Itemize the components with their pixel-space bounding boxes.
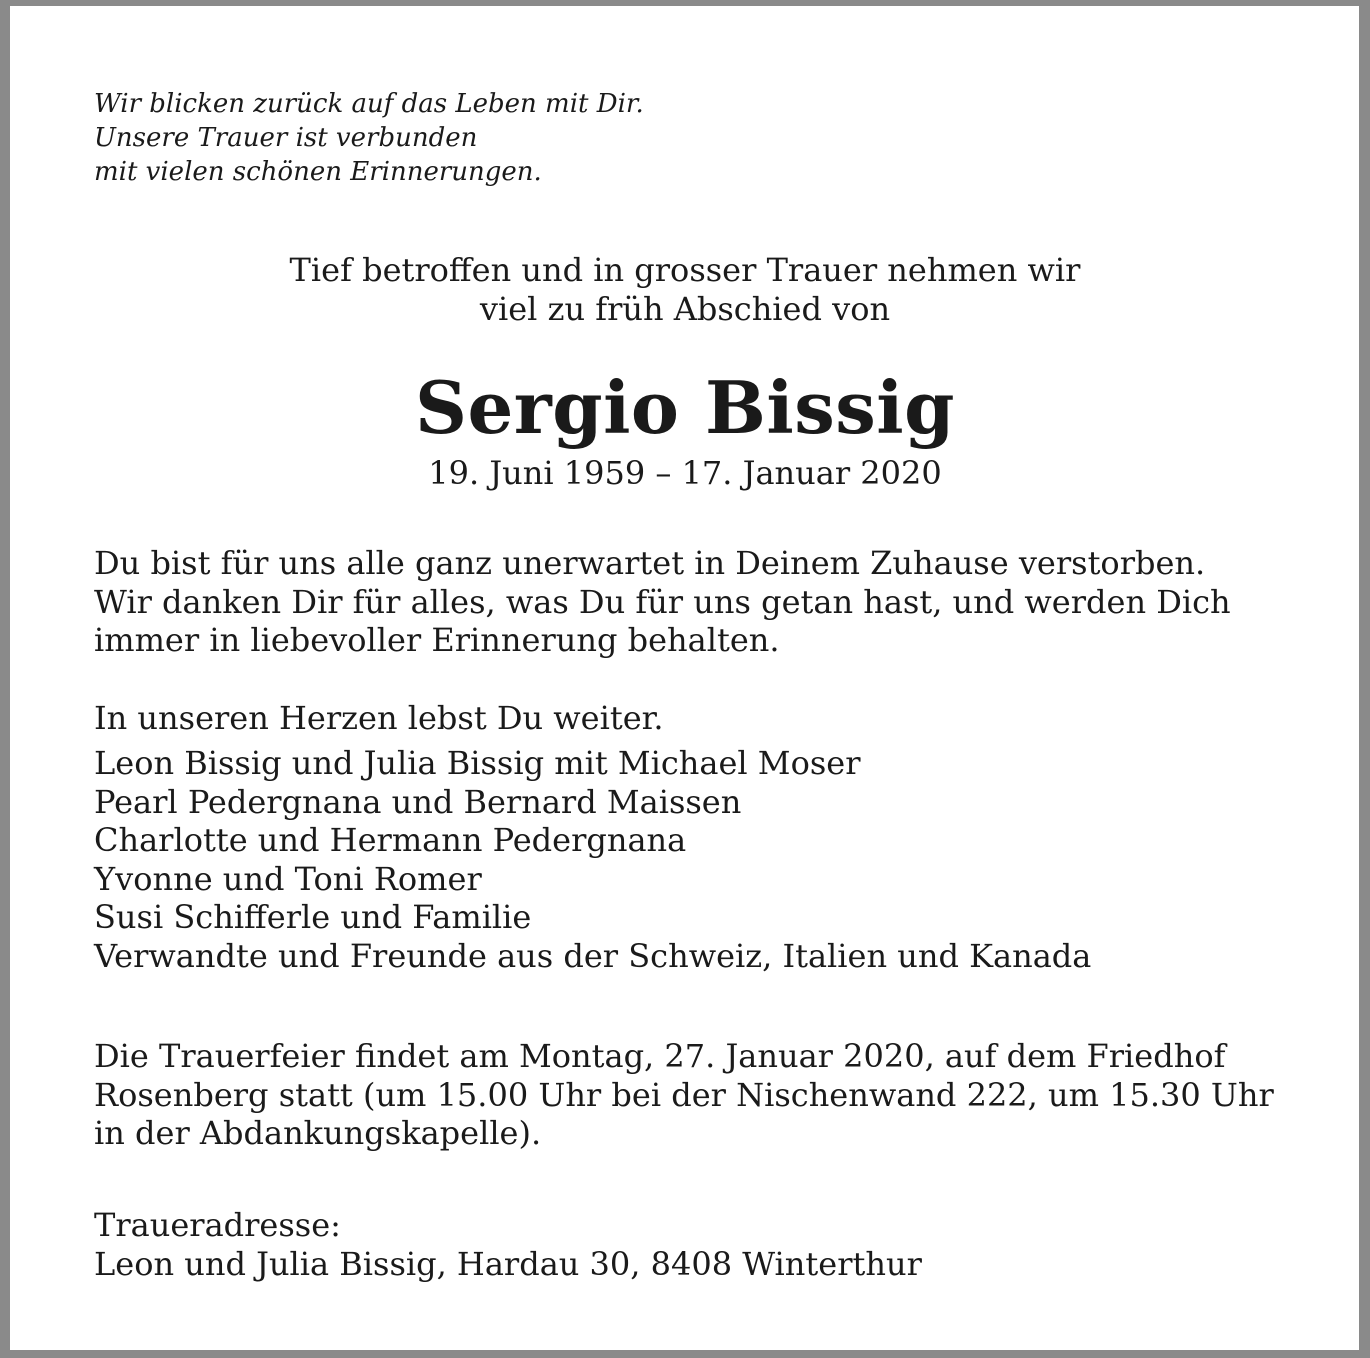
motto-line: Unsere Trauer ist verbunden <box>94 123 478 153</box>
mourners-list <box>94 744 1091 975</box>
mourning-address <box>94 1206 922 1283</box>
message-line: Wir danken Dir für alles, was Du für uns getan hast, und werden Dich <box>94 582 1231 621</box>
motto-line: mit vielen schönen Erinnerungen. <box>94 157 542 187</box>
address-value: Leon und Julia Bissig, Hardau 30, 8408 Winterthur <box>94 1244 922 1283</box>
intro-text <box>0 251 1370 329</box>
intro-line: Tief betroffen und in grosser Trauer nehmen wir <box>289 251 1081 289</box>
mourner-item: Charlotte und Hermann Pedergnana <box>94 821 687 859</box>
life-dates: 19. Juni 1959 – 17. Januar 2020 <box>428 454 942 492</box>
mourner-item: Leon Bissig und Julia Bissig mit Michael Moser <box>94 744 861 782</box>
mourner-item: Yvonne und Toni Romer <box>94 859 482 898</box>
motto-verse <box>94 87 644 189</box>
ceremony-line: Die Trauerfeier findet am Montag, 27. Januar 2020, auf dem Friedhof <box>94 1037 1226 1075</box>
motto-line: Wir blicken zurück auf das Leben mit Dir. <box>94 89 644 119</box>
ceremony-paragraph <box>94 1037 1274 1153</box>
message-line: immer in liebevoller Erinnerung behalten. <box>94 621 780 659</box>
intro-line: viel zu früh Abschied von <box>479 290 891 328</box>
ceremony-line: in der Abdankungskapelle). <box>94 1114 542 1152</box>
mourner-item: Verwandte und Freunde aus der Schweiz, Italien und Kanada <box>94 936 1092 975</box>
closing-line: In unseren Herzen lebst Du weiter. <box>94 699 664 737</box>
message-line: Du bist für uns alle ganz unerwartet in Deinem Zuhause verstorben. <box>94 544 1206 582</box>
deceased-name: Sergio Bissig <box>415 365 955 450</box>
address-label: Traueradresse: <box>94 1206 341 1244</box>
mourner-item: Susi Schifferle und Familie <box>94 898 532 936</box>
mourner-item: Pearl Pedergnana und Bernard Maissen <box>94 782 742 821</box>
message-paragraph <box>94 544 1231 660</box>
ceremony-line: Rosenberg statt (um 15.00 Uhr bei der Nischenwand 222, um 15.30 Uhr <box>94 1075 1274 1114</box>
